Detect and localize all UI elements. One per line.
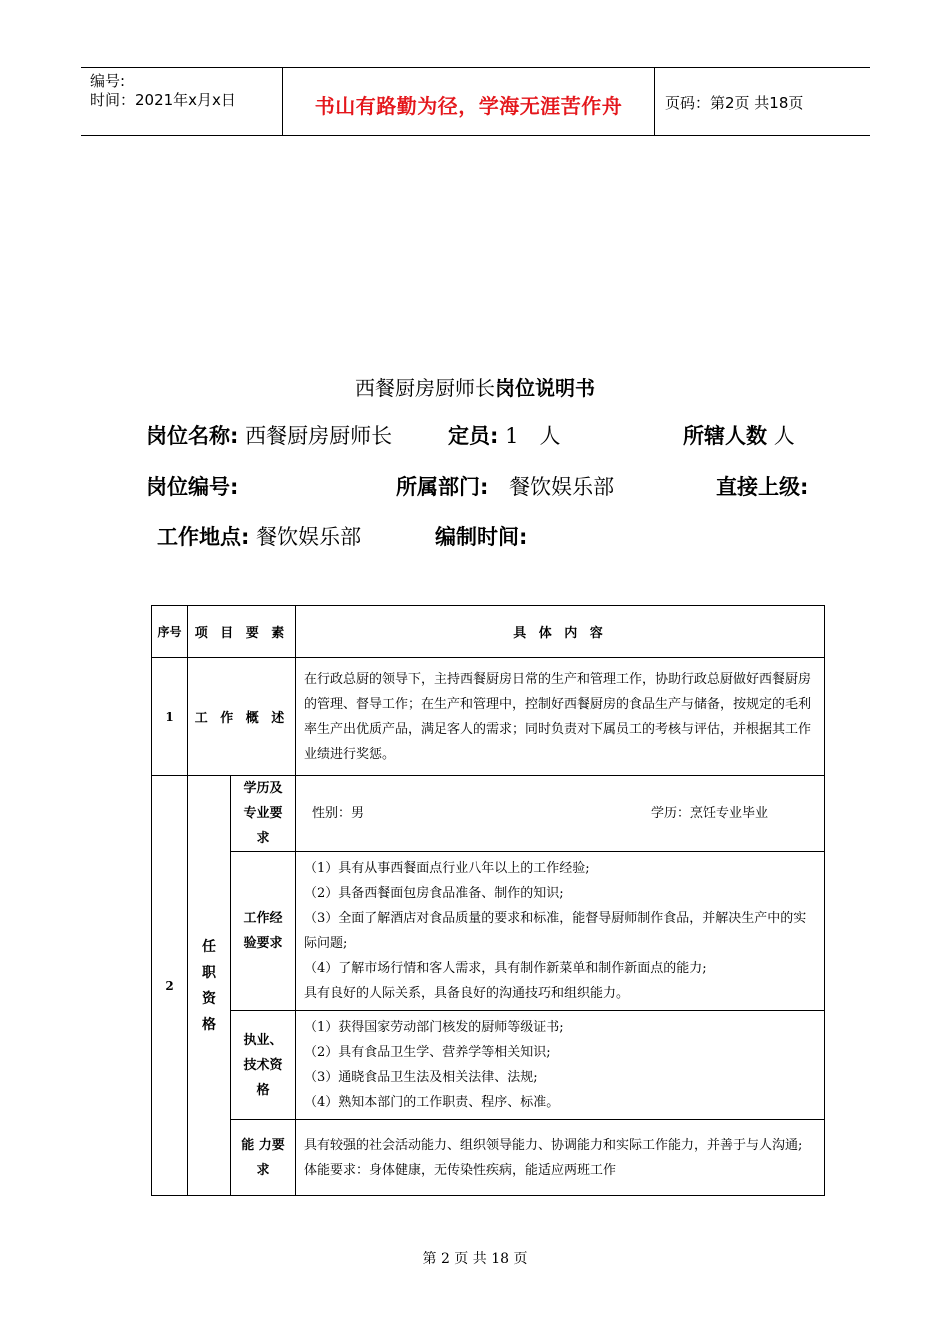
document-title <box>0 372 950 401</box>
license-line: （3）通晓食品卫生法及相关法律、法规; <box>304 1070 538 1085</box>
exp-content <box>296 852 825 1011</box>
quota-field <box>448 420 560 450</box>
header-content: 具 体 内 容 <box>296 606 825 658</box>
table-row <box>152 658 825 776</box>
row2-group-text: 任职资格 <box>202 938 216 1033</box>
location-label: 工作地点: <box>157 525 250 549</box>
header-num: 序号 <box>152 606 188 658</box>
compiled-field <box>435 521 527 551</box>
dept-field <box>396 471 614 501</box>
exp-line: （4）了解市场行情和客人需求，具有制作新菜单和制作新面点的能力; <box>304 961 707 976</box>
exp-line: （1）具有从事西餐面点行业八年以上的工作经验; <box>304 861 590 876</box>
time-label: 时间：2021年x月x日 <box>90 91 236 109</box>
post-name-value: 西餐厨房厨师长 <box>245 424 393 448</box>
license-label <box>231 1011 296 1120</box>
license-content <box>296 1011 825 1120</box>
edu-label <box>231 776 296 852</box>
location-field <box>157 521 361 551</box>
table-row <box>152 852 825 1011</box>
education-text: 学历：烹饪专业毕业 <box>650 806 768 821</box>
table-header-row <box>152 606 825 658</box>
license-label-text: 执业、技术资格 <box>243 1032 283 1098</box>
location-value: 餐饮娱乐部 <box>256 525 362 549</box>
subordinates-value: 人 <box>773 424 795 448</box>
superior-label: 直接上级: <box>716 475 809 499</box>
header-item: 项 目 要 素 <box>188 606 296 658</box>
license-line: （1）获得国家劳动部门核发的厨师等级证书; <box>304 1020 564 1035</box>
exp-label <box>231 852 296 1011</box>
title-suffix: 岗位说明书 <box>495 376 595 400</box>
code-label: 编号: <box>90 72 126 90</box>
header-motto: 书山有路勤为径，学海无涯苦作舟 <box>314 94 623 118</box>
dept-value: 餐饮娱乐部 <box>509 475 615 499</box>
ability-content <box>296 1120 825 1196</box>
header-left <box>90 72 236 110</box>
exp-line: （3）全面了解酒店对食品质量的要求和标准，能督导厨师制作食品，并解决生产中的实际问题; <box>304 911 807 951</box>
subordinates-field <box>683 420 795 450</box>
post-name-label: 岗位名称: <box>146 424 239 448</box>
header-page-info: 页码：第2页 共18页 <box>665 94 804 112</box>
ability-label-text: 能 力要 求 <box>241 1137 285 1178</box>
subordinates-label: 所辖人数 <box>683 424 767 448</box>
superior-field <box>716 471 808 501</box>
edu-content <box>296 776 825 852</box>
row2-group <box>188 776 231 1196</box>
title-prefix: 西餐厨房厨师长 <box>355 376 495 400</box>
quota-value: 1 人 <box>505 424 561 448</box>
ability-line: 具有较强的社会活动能力、组织领导能力、协调能力和实际工作能力，并善于与人沟通; <box>304 1137 803 1153</box>
table-row <box>152 1011 825 1120</box>
job-description-table <box>151 605 825 1196</box>
page-footer: 第 2 页 共 18 页 <box>422 1251 528 1267</box>
post-name-field <box>146 420 392 450</box>
license-line: （2）具有食品卫生学、营养学等相关知识; <box>304 1045 551 1060</box>
quota-label: 定员: <box>448 424 499 448</box>
compiled-label: 编制时间: <box>435 525 528 549</box>
row1-item: 工 作 概 述 <box>188 658 296 776</box>
table-row <box>152 1120 825 1196</box>
exp-line: 具有良好的人际关系，具备良好的沟通技巧和组织能力。 <box>304 986 630 1001</box>
ability-line: 体能要求：身体健康，无传染性疾病，能适应两班工作 <box>304 1162 617 1178</box>
post-code-field <box>146 471 238 501</box>
ability-label <box>231 1120 296 1196</box>
header-bottom-rule <box>81 135 870 136</box>
dept-label: 所属部门: <box>396 475 489 499</box>
row1-num: 1 <box>152 658 188 776</box>
exp-line: （2）具备西餐面包房食品准备、制作的知识; <box>304 886 564 901</box>
edu-label-text: 学历及专业要求 <box>243 781 283 846</box>
row2-num: 2 <box>152 776 188 1196</box>
post-code-label: 岗位编号: <box>146 475 239 499</box>
table-row <box>152 776 825 852</box>
gender-text: 性别：男 <box>312 806 365 821</box>
license-line: （4）熟知本部门的工作职责、程序、标准。 <box>304 1095 560 1110</box>
row1-content: 在行政总厨的领导下，主持西餐厨房日常的生产和管理工作，协助行政总厨做好西餐厨房的管理、督导工作；在生产和管理中，控制好西餐厨房的食品生产与储备，按规定的毛利率生产出优质产品，满足客人的需求；同时负责对下属员工的考核与评估，并根据其工作业绩进行奖惩。 <box>296 658 825 776</box>
exp-label-text: 工作经验要求 <box>243 911 283 951</box>
